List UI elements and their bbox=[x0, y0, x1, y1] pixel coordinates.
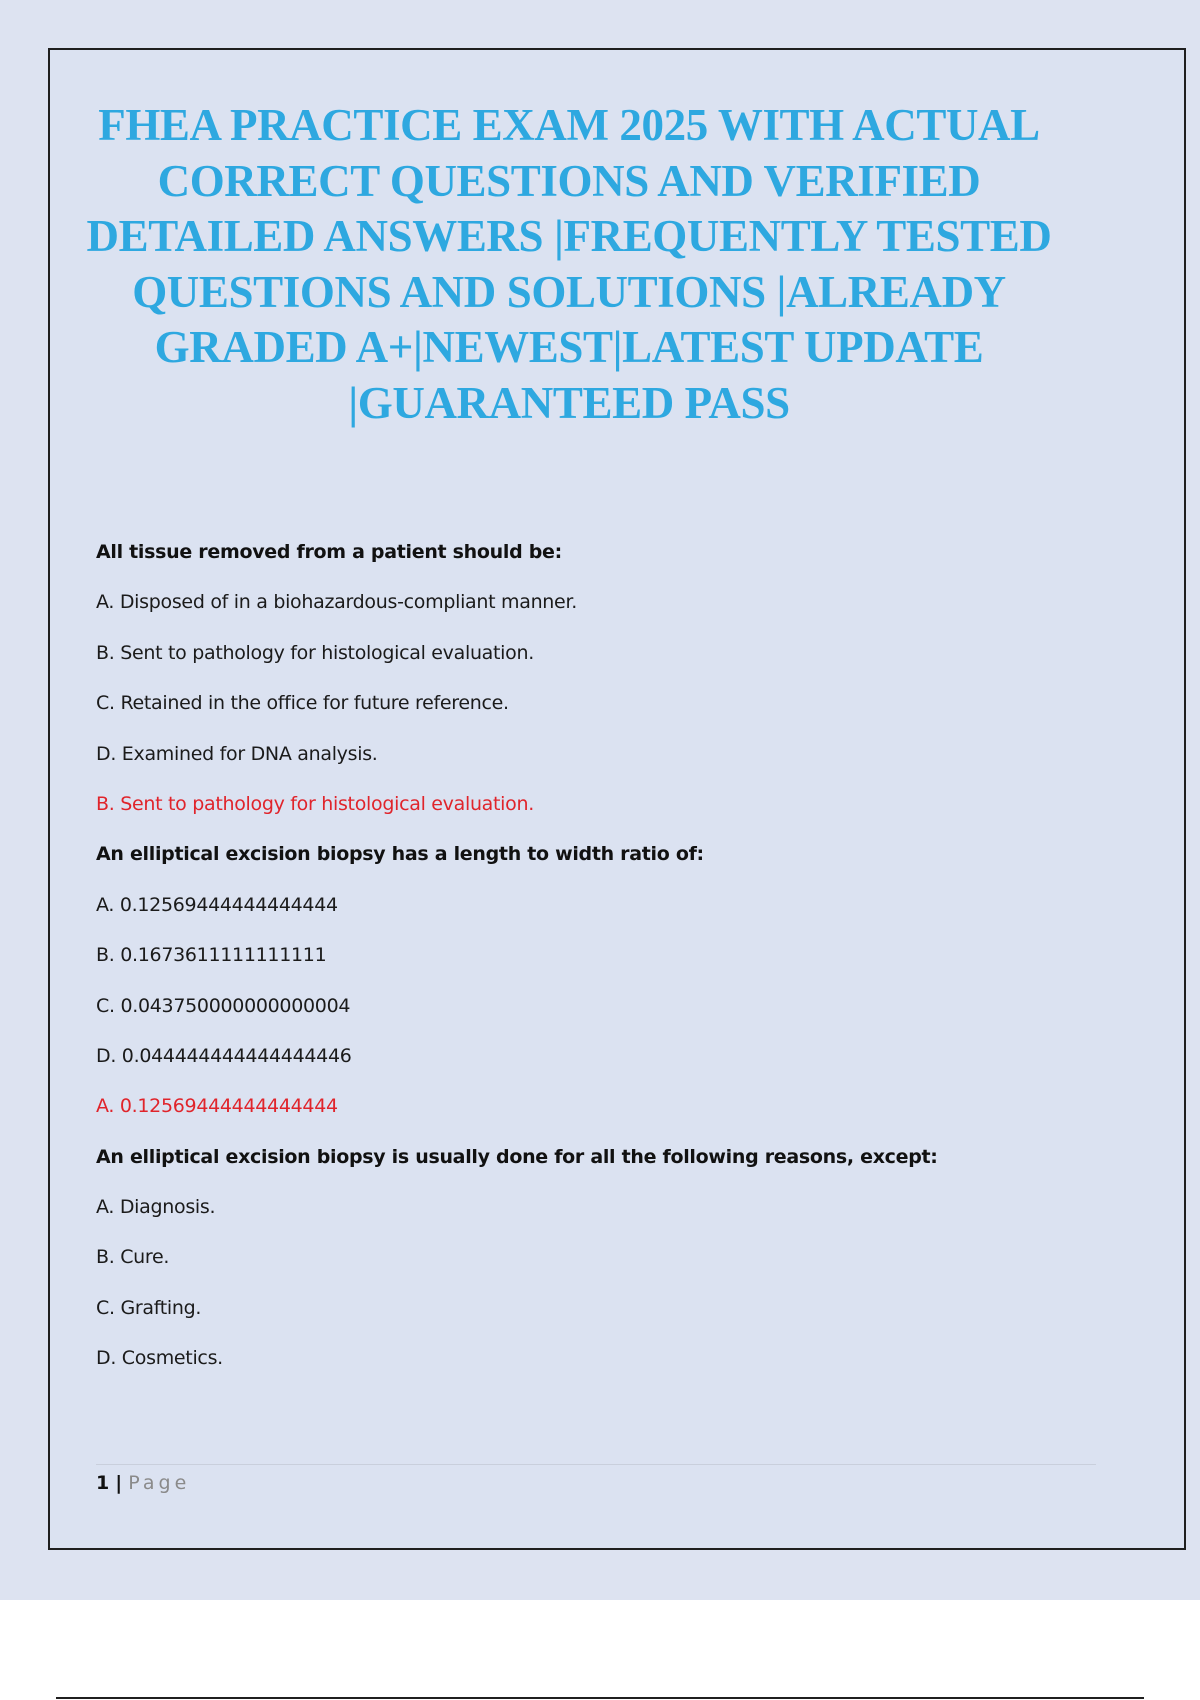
option-d: D. 0.044444444444444446 bbox=[96, 1044, 352, 1067]
option-d: D. Examined for DNA analysis. bbox=[96, 742, 378, 765]
page-footer bbox=[96, 1470, 190, 1496]
option-a: A. Diagnosis. bbox=[96, 1196, 216, 1219]
option-c: C. Retained in the office for future reference. bbox=[96, 692, 509, 715]
question-block bbox=[96, 842, 1056, 1144]
option-b: B. Cure. bbox=[96, 1246, 170, 1269]
option-a: A. 0.12569444444444444 bbox=[96, 893, 338, 916]
correct-answer: B. Sent to pathology for histological evaluation. bbox=[96, 792, 534, 815]
footer-divider bbox=[96, 1464, 1096, 1465]
page-label: Page bbox=[128, 1472, 191, 1494]
question-text: All tissue removed from a patient should be: bbox=[96, 541, 562, 563]
question-text: An elliptical excision biopsy has a length to width ratio of: bbox=[96, 843, 704, 866]
question-list bbox=[96, 540, 1056, 1397]
question-block bbox=[96, 1145, 1056, 1397]
option-b: B. Sent to pathology for histological evaluation. bbox=[96, 641, 534, 664]
page-number: 1 bbox=[96, 1472, 110, 1494]
next-page-edge bbox=[56, 1697, 1144, 1699]
option-d: D. Cosmetics. bbox=[96, 1347, 223, 1370]
option-c: C. Grafting. bbox=[96, 1296, 202, 1319]
option-a: A. Disposed of in a biohazardous-compliant manner. bbox=[96, 591, 577, 614]
document-title: FHEA PRACTICE EXAM 2025 WITH ACTUAL CORRECT QUESTIONS AND VERIFIED DETAILED ANSWERS |FREQUENTLY TESTED QUESTIONS AND SOLUTIONS |ALREADY GRADED A+|NEWEST|LATEST UPDATE |GUARANTEED PASS bbox=[86, 100, 1052, 428]
option-b: B. 0.1673611111111111 bbox=[96, 944, 327, 967]
question-text: An elliptical excision biopsy is usually done for all the following reasons, except: bbox=[96, 1145, 938, 1168]
option-c: C. 0.043750000000000004 bbox=[96, 994, 351, 1017]
correct-answer: A. 0.12569444444444444 bbox=[96, 1095, 338, 1118]
page-separator: | bbox=[115, 1472, 123, 1494]
question-block bbox=[96, 540, 1056, 842]
